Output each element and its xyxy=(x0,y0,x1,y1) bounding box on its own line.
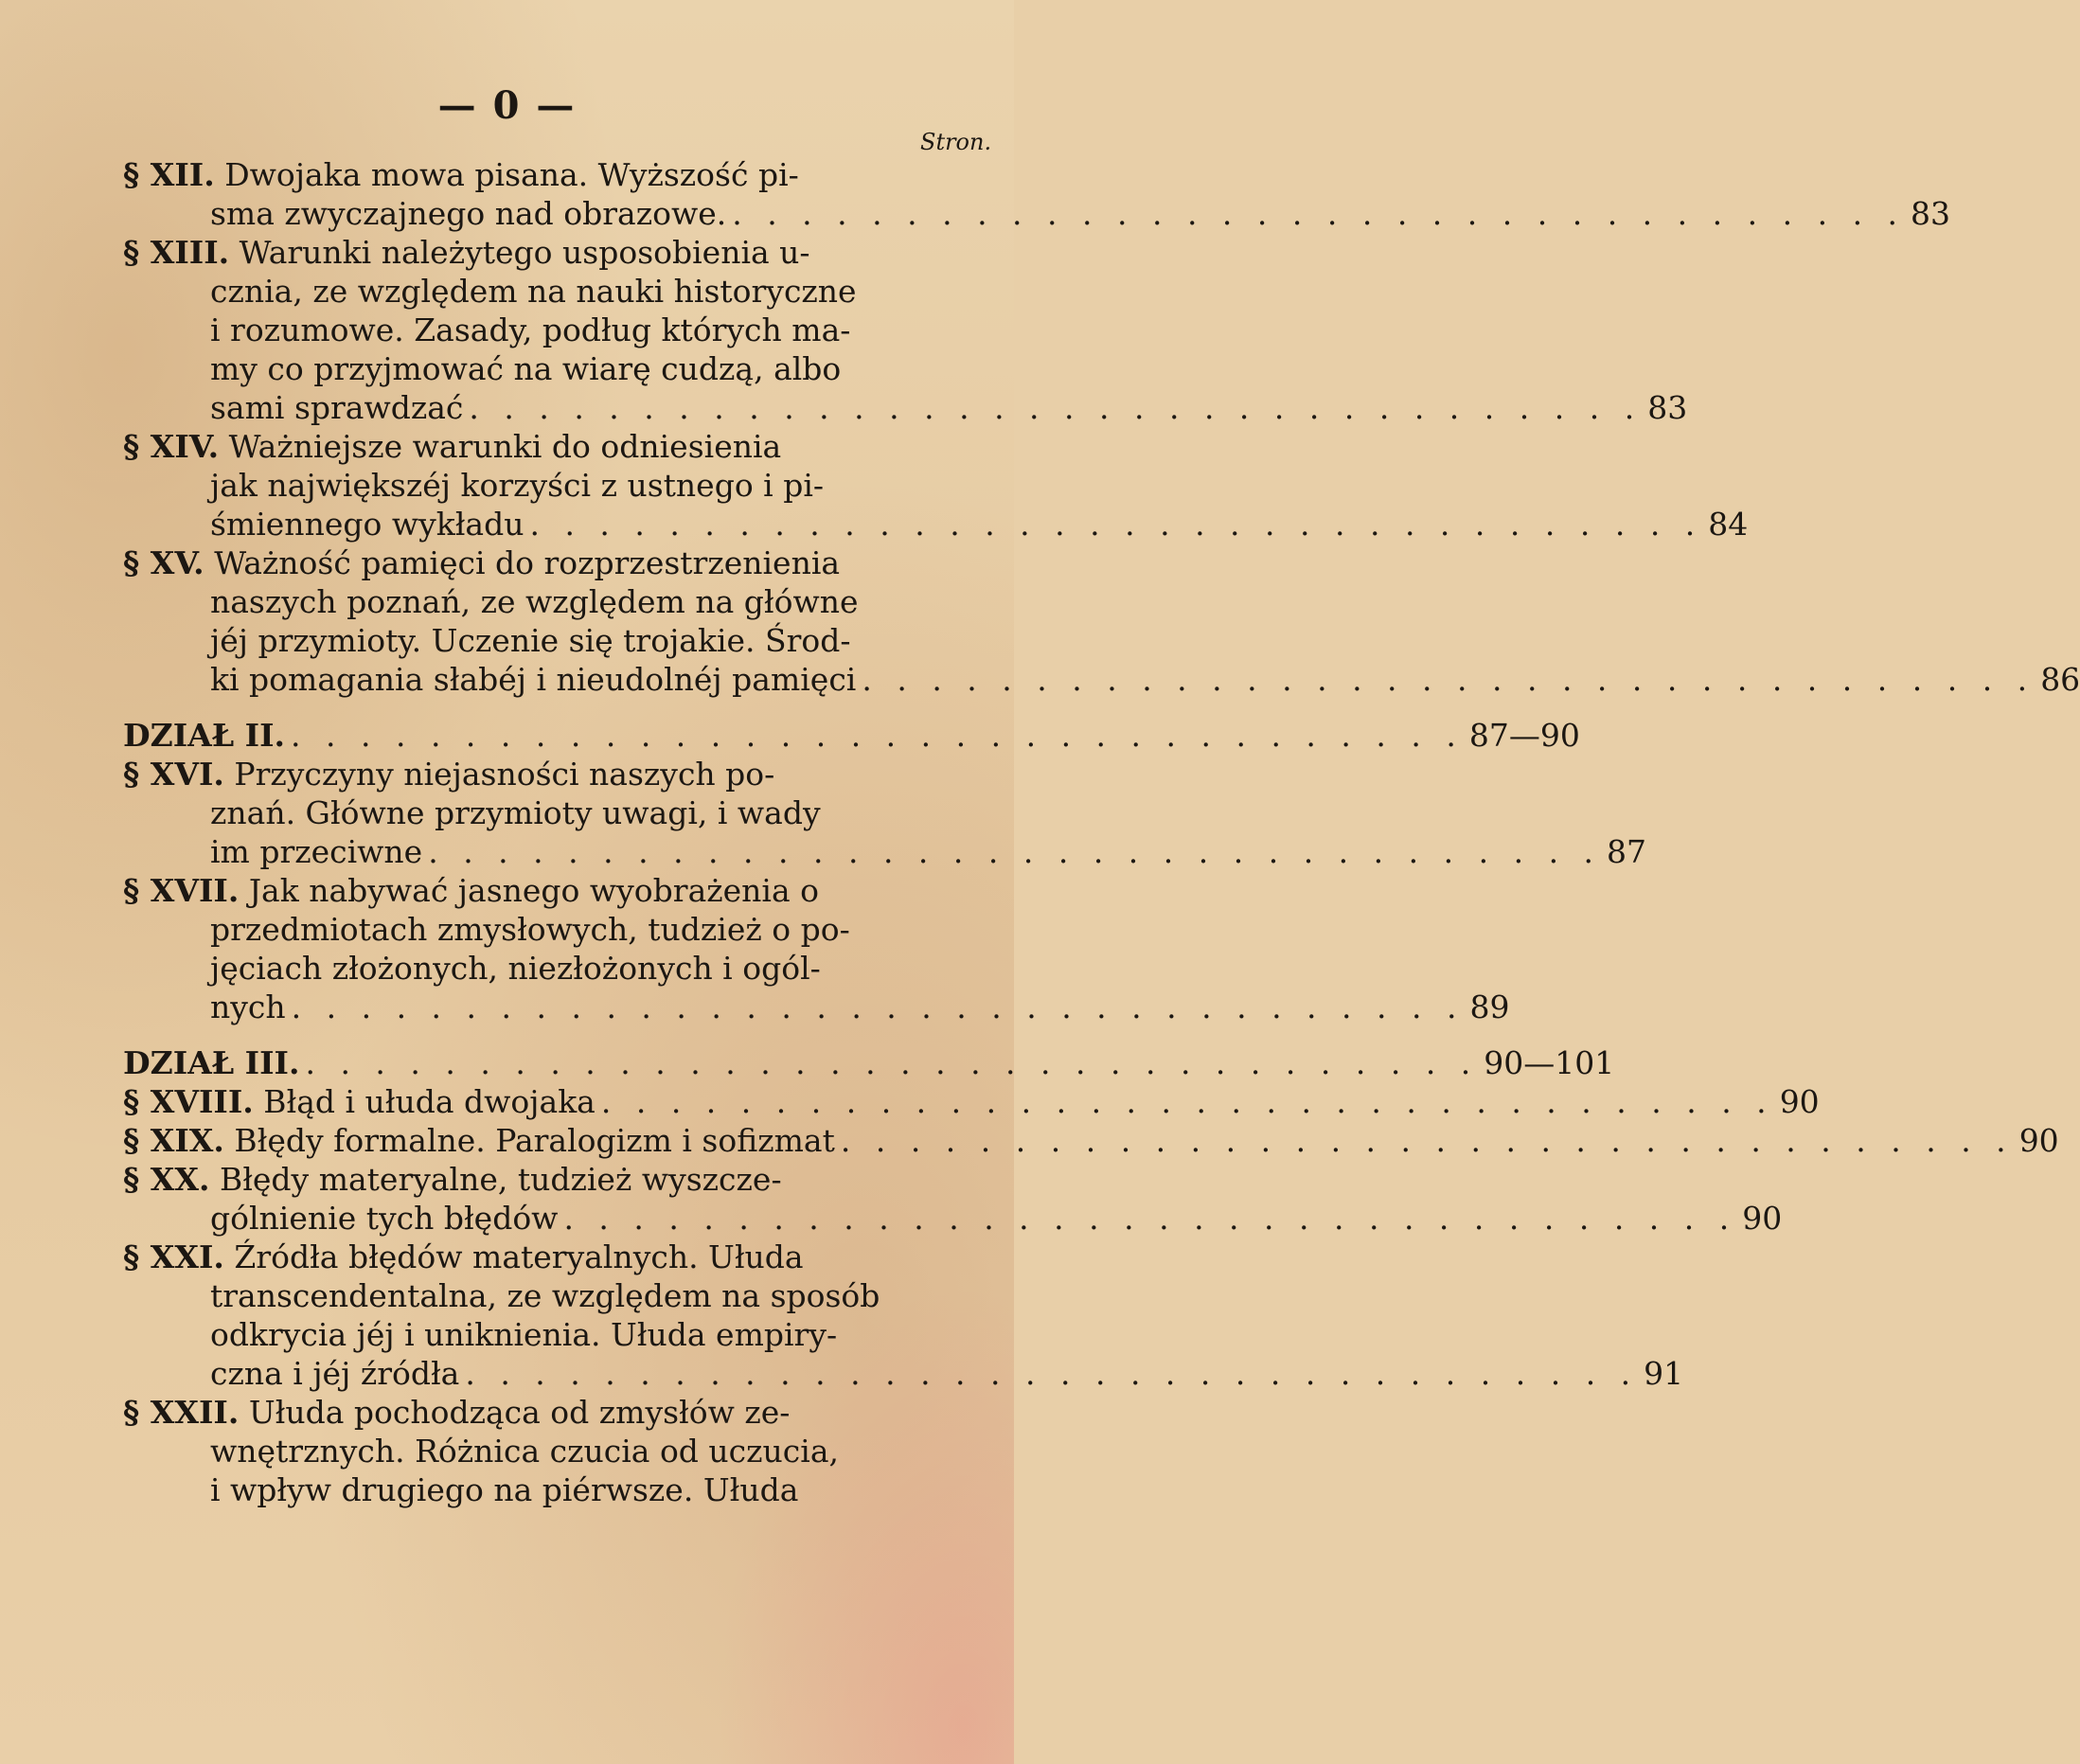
toc-line xyxy=(123,1393,994,1432)
toc-entry xyxy=(123,1121,2059,1160)
toc-entry xyxy=(123,543,2080,699)
toc-entry xyxy=(123,871,1510,1026)
dot-leader: . . . . . . . . . . . . . . . . . . . . . . . . . . . . . . . . . . xyxy=(732,195,1906,232)
toc-entry xyxy=(123,427,1749,543)
toc-line xyxy=(123,621,994,660)
entry-text xyxy=(210,505,524,543)
page-number: 91 xyxy=(1644,1355,1684,1392)
dot-leader: . . . . . . . . . . . . . . . . . . . . . . . . . . . . . . . . . . xyxy=(840,1122,2014,1159)
toc-line xyxy=(123,871,994,910)
toc-line xyxy=(123,988,1510,1026)
page-folio: — 0 — xyxy=(437,83,577,128)
toc-line xyxy=(123,832,1647,871)
page-number: 89 xyxy=(1469,989,1510,1025)
toc-line xyxy=(123,1354,1684,1393)
toc-line xyxy=(123,755,994,793)
entry-text xyxy=(210,273,857,310)
toc-line xyxy=(123,466,994,505)
toc-line xyxy=(123,311,994,349)
entry-line-text: i rozumowe. Zasady, podług których ma- xyxy=(210,312,851,348)
entry-text xyxy=(123,1238,804,1275)
section-number: § XIX. xyxy=(123,1122,224,1159)
page-number: 90 xyxy=(1742,1200,1783,1237)
dot-leader: . . . . . . . . . . . . . . . . . . . . . . . . . . . . . . . . . . xyxy=(305,1044,1479,1081)
section-number: § XXII. xyxy=(123,1394,240,1431)
entry-line-text: Błąd i ułuda dwojaka xyxy=(263,1083,596,1120)
entry-line-text: nych xyxy=(210,989,286,1025)
entry-text xyxy=(210,1354,459,1393)
entry-line-text: przedmiotach zmysłowych, tudzież o po- xyxy=(210,911,850,948)
page-number: 87 xyxy=(1607,833,1647,870)
toc-line xyxy=(123,1470,994,1509)
entry-text xyxy=(210,194,726,233)
section-number: § XVI. xyxy=(123,756,224,793)
entry-line-text: Dwojaka mowa pisana. Wyższość pi- xyxy=(224,156,799,193)
entry-text xyxy=(210,388,463,427)
entry-line-text: czna i jéj źródła xyxy=(210,1355,460,1392)
entry-line-text: Błędy formalne. Paralogizm i sofizmat xyxy=(234,1122,835,1159)
page-number: 90—101 xyxy=(1484,1044,1615,1081)
page-number: 86 xyxy=(2040,661,2080,698)
section-number: § XV. xyxy=(123,544,204,581)
entry-line-text: ki pomagania słabéj i nieudolnéj pamięci xyxy=(210,661,857,698)
entry-text xyxy=(123,544,840,581)
toc-entry xyxy=(123,1082,1820,1121)
entry-line-text: Ważność pamięci do rozprzestrzenienia xyxy=(214,544,841,581)
toc-line xyxy=(123,427,994,466)
section-number: § XIV. xyxy=(123,428,220,465)
entry-text xyxy=(210,1470,798,1509)
entry-line-text: wnętrznych. Różnica czucia od uczucia, xyxy=(210,1433,839,1470)
entry-line-text: znań. Główne przymioty uwagi, i wady xyxy=(210,794,821,831)
toc-line xyxy=(123,505,1749,543)
entry-line-text: Jak nabywać jasnego wyobrażenia o xyxy=(248,872,819,909)
entry-text xyxy=(210,950,821,987)
entry-line-text: odkrycia jéj i uniknienia. Ułuda empiry- xyxy=(210,1316,838,1353)
entry-text xyxy=(123,1121,835,1160)
entry-line-text: Błędy materyalne, tudzież wyszcze- xyxy=(219,1161,782,1198)
entry-line-text: jęciach złożonych, niezłożonych i ogól- xyxy=(210,950,821,987)
entry-text xyxy=(123,756,774,793)
toc-line xyxy=(123,1082,1820,1121)
entry-text xyxy=(210,467,824,504)
entry-text xyxy=(210,911,850,948)
toc-line xyxy=(123,1160,994,1199)
page-number: 83 xyxy=(1911,195,1951,232)
section-number: § XIII. xyxy=(123,234,230,271)
toc-line xyxy=(123,660,2080,699)
entry-text xyxy=(123,872,819,909)
section-number: § XX. xyxy=(123,1161,210,1198)
entry-line-text: śmiennego wykładu xyxy=(210,506,524,543)
entry-text xyxy=(123,1161,782,1198)
toc-line xyxy=(123,582,994,621)
toc-line xyxy=(123,233,994,272)
entry-text xyxy=(210,350,841,387)
page-number: 90 xyxy=(1779,1083,1820,1120)
toc-entry xyxy=(123,1393,994,1509)
toc-line xyxy=(123,716,1580,755)
section-number: § XXI. xyxy=(123,1238,224,1275)
entry-text xyxy=(210,1316,837,1353)
entry-line-text: cznia, ze względem na nauki historyczne xyxy=(210,273,857,310)
entry-text xyxy=(123,428,781,465)
section-number: § XII. xyxy=(123,156,215,193)
toc-line xyxy=(123,1276,994,1315)
entry-text xyxy=(210,1433,839,1470)
entry-text xyxy=(210,1199,558,1238)
page-number: 90 xyxy=(2018,1122,2059,1159)
entry-text xyxy=(123,1082,596,1121)
dot-leader: . . . . . . . . . . . . . . . . . . . . . . . . . . . . . . . . . . xyxy=(862,661,2036,698)
entry-line-text: Przyczyny niejasności naszych po- xyxy=(234,756,775,793)
toc-line xyxy=(123,1043,1615,1082)
dot-leader: . . . . . . . . . . . . . . . . . . . . . . . . . . . . . . . . . . xyxy=(291,989,1465,1025)
toc-line xyxy=(123,349,994,388)
entry-line-text: Ważniejsze warunki do odniesienia xyxy=(228,428,782,465)
dot-leader: . . . . . . . . . . . . . . . . . . . . . . . . . . . . . . . . . . xyxy=(428,833,1602,870)
entry-line-text: Źródła błędów materyalnych. Ułuda xyxy=(234,1238,804,1275)
page-number: 83 xyxy=(1647,389,1688,426)
dot-leader: . . . . . . . . . . . . . . . . . . . . . . . . . . . . . . . . . . xyxy=(469,389,1643,426)
toc-division xyxy=(123,716,1580,755)
entry-text xyxy=(210,312,850,348)
toc-line xyxy=(123,1121,2059,1160)
toc-line xyxy=(123,194,1951,233)
dot-leader: . . . . . . . . . . . . . . . . . . . . . . . . . . . . . . . . . . xyxy=(600,1083,1774,1120)
table-of-contents xyxy=(123,155,2080,1509)
toc-entry xyxy=(123,1238,1684,1393)
dot-leader: . . . . . . . . . . . . . . . . . . . . . . . . . . . . . . . . . . xyxy=(291,717,1464,754)
entry-text xyxy=(123,156,799,193)
dot-leader: . . . . . . . . . . . . . . . . . . . . . . . . . . . . . . . . . . xyxy=(529,506,1703,543)
entry-text xyxy=(210,988,286,1026)
entry-line-text: sma zwyczajnego nad obrazowe. xyxy=(210,195,727,232)
entry-line-text: naszych poznań, ze względem na główne xyxy=(210,583,859,620)
page-number: 84 xyxy=(1708,506,1749,543)
dot-leader: . . . . . . . . . . . . . . . . . . . . . . . . . . . . . . . . . . xyxy=(563,1200,1737,1237)
division-title: DZIAŁ II. xyxy=(123,717,286,754)
toc-line xyxy=(123,949,994,988)
entry-text xyxy=(210,660,856,699)
entry-line-text: my co przyjmować na wiarę cudzą, albo xyxy=(210,350,842,387)
entry-line-text: sami sprawdzać xyxy=(210,389,464,426)
toc-line xyxy=(123,155,994,194)
toc-entry xyxy=(123,1160,1783,1238)
toc-line xyxy=(123,1432,994,1470)
entry-text xyxy=(123,234,810,271)
entry-text xyxy=(210,1277,880,1314)
toc-line xyxy=(123,1199,1783,1238)
toc-line xyxy=(123,1315,994,1354)
entry-text xyxy=(210,583,858,620)
entry-line-text: Ułuda pochodząca od zmysłów ze- xyxy=(248,1394,791,1431)
section-number: § XVII. xyxy=(123,872,240,909)
entry-line-text: jak największéj korzyści z ustnego i pi- xyxy=(210,467,825,504)
toc-line xyxy=(123,272,994,311)
entry-line-text: i wpływ drugiego na piérwsze. Ułuda xyxy=(210,1471,799,1508)
entry-text xyxy=(210,794,821,831)
entry-line-text: gólnienie tych błędów xyxy=(210,1200,559,1237)
entry-line-text: im przeciwne xyxy=(210,833,423,870)
toc-entry xyxy=(123,755,1647,871)
entry-text xyxy=(210,622,851,659)
toc-line xyxy=(123,793,994,832)
section-number: § XVIII. xyxy=(123,1083,254,1120)
toc-line xyxy=(123,543,994,582)
entry-line-text: jéj przymioty. Uczenie się trojakie. Środ- xyxy=(210,622,851,659)
page-column-header: Stron. xyxy=(920,129,992,155)
toc-entry xyxy=(123,233,1688,427)
toc-division xyxy=(123,1043,1615,1082)
entry-line-text: Warunki należytego usposobienia u- xyxy=(239,234,810,271)
entry-text xyxy=(210,832,422,871)
toc-line xyxy=(123,388,1688,427)
entry-text xyxy=(123,1394,790,1431)
entry-line-text: transcendentalna, ze względem na sposób xyxy=(210,1277,880,1314)
toc-entry xyxy=(123,155,1951,233)
division-title: DZIAŁ III. xyxy=(123,1044,300,1081)
toc-line xyxy=(123,1238,994,1276)
page-number: 87—90 xyxy=(1468,717,1580,754)
toc-line xyxy=(123,910,994,949)
dot-leader: . . . . . . . . . . . . . . . . . . . . . . . . . . . . . . . . . . xyxy=(465,1355,1639,1392)
